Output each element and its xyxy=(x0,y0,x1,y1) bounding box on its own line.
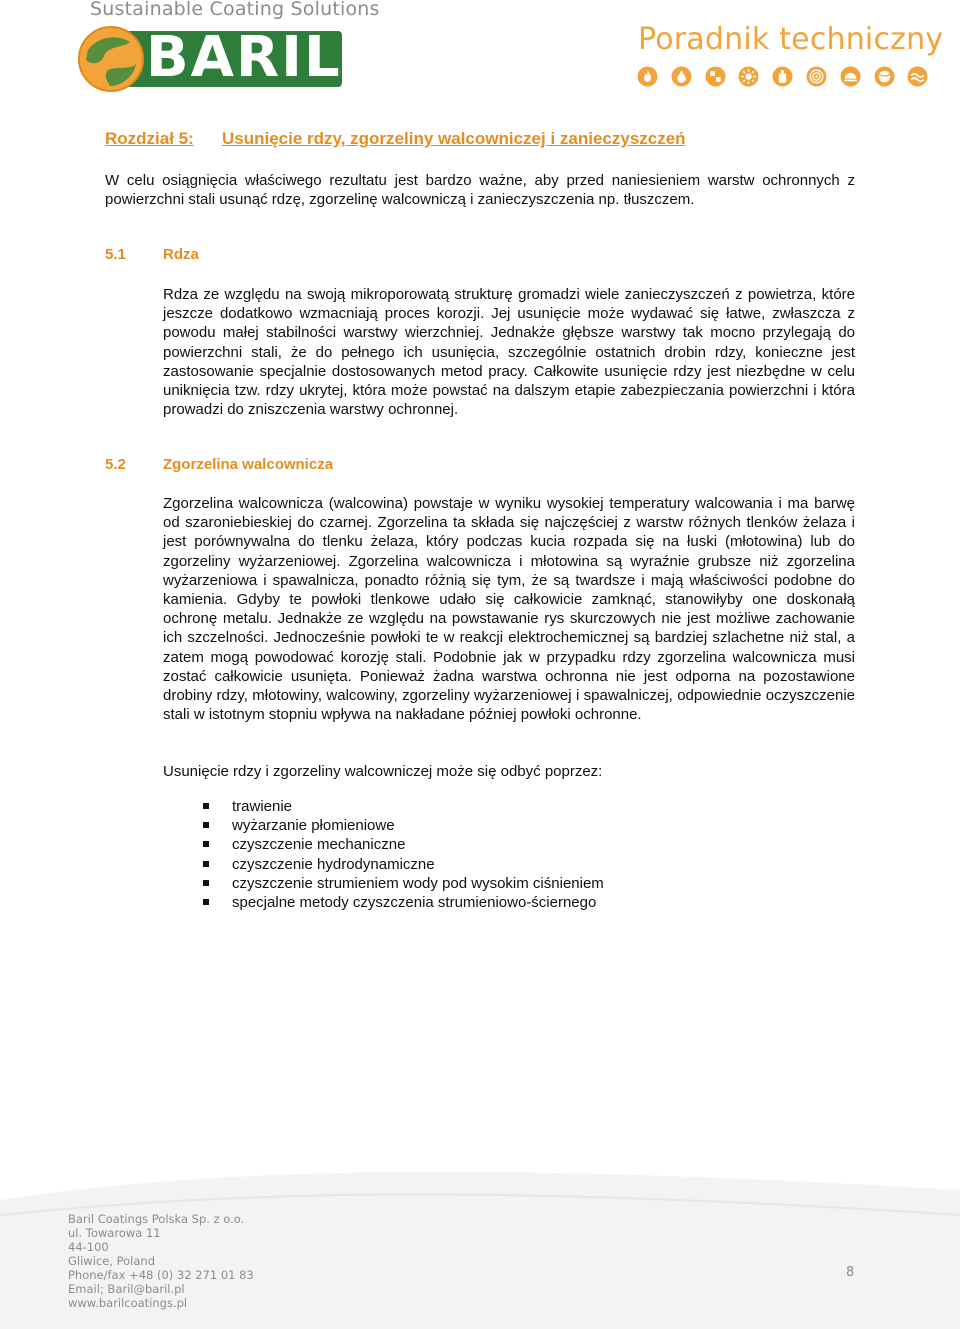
section-number: 5.1 xyxy=(105,246,126,263)
guide-title: Poradnik techniczny xyxy=(638,22,944,57)
list-item: czyszczenie strumieniem wody pod wysokim ciśnieniem xyxy=(163,874,604,893)
dome-icon xyxy=(840,66,861,87)
city: Gliwice, Poland xyxy=(68,1254,156,1268)
intro-paragraph: W celu osiągnięcia właściwego rezultatu jest bardzo ważne, aby przed naniesieniem warstw ochronnych z powierzchni stali usunąć rdzę, zgorzelinę walcowniczą i zanieczyszczenia np. tłuszczem. xyxy=(105,172,855,209)
brand-name: BARIL xyxy=(146,25,342,90)
rust-paragraph: Rdza ze względu na swoją mikroporowatą strukturę gromadzi wiele zanieczyszczeń z powietrza, które jeszcze dodatkowo wzmacniają proces korozji. Jej usunięcie może wydawać się łatwe, zwłaszcza z powodu małej stabilności warstwy wierzchniej. Jednakże głębsze warstwy tak mocno przylegają do powierzchni stali, że do pełnego ich usunięcia, szczególnie ostatnich drobin rdzy, konieczne jest zastosowanie specjalnie dostosowanych metod pracy. Całkowite usunięcie rdzy jest niezbędne w celu uniknięcia tzw. rdzy ukrytej, która może powstać na dalszym etapie zabezpieczania powierzchni i która prowadzi do zniszczenia warstwy ochronnej. xyxy=(163,286,855,419)
chapter-number: Rozdział 5: xyxy=(105,129,194,148)
phone: Phone/fax +48 (0) 32 271 01 83 xyxy=(68,1268,254,1282)
section-heading-mill-scale xyxy=(105,456,333,473)
footer-address xyxy=(68,1212,254,1310)
list-item: czyszczenie hydrodynamiczne xyxy=(163,855,604,874)
section-title: Zgorzelina walcownicza xyxy=(163,456,334,473)
bottle-icon xyxy=(772,66,793,87)
tagline: Sustainable Coating Solutions xyxy=(90,0,380,20)
ball-icon xyxy=(874,66,895,87)
section-title: Rdza xyxy=(163,246,199,263)
wave-icon xyxy=(907,66,928,87)
category-icons xyxy=(637,66,928,87)
drop-icon xyxy=(671,66,692,87)
section-heading-rust xyxy=(105,246,199,263)
target-icon xyxy=(806,66,827,87)
company-name: Baril Coatings Polska Sp. z o.o. xyxy=(68,1212,245,1226)
sun-icon xyxy=(738,66,759,87)
list-item: wyżarzanie płomieniowe xyxy=(163,816,604,835)
mill-scale-paragraph: Zgorzelina walcownicza (walcowina) powstaje w wyniku wysokiej temperatury walcowania i ma barwę od szaroniebieskiej do czarnej. Zgorzelina ta składa się najczęściej z warstw różnych tlenków żelaza i jest porównywalna do tlenku żelaza, który podczas kucia rozpada się na łuski (młotowina) lub do zgorzeliny wyżarzeniowej. Zgorzelina walcownicza i młotowina są wyraźnie grubsze niż zgorzelina wyżarzeniowa i spawalnicza, ponadto różnią się tym, że są twardsze i mają właściwości podobne do kamienia. Gdyby te powłoki tlenkowe udało się całkowicie zamknąć, stanowiłyby one doskonałą ochronę metalu. Jednakże ze względu na powstawanie rys skurczowych nie jest możliwe zachowanie ich szczelności. Jednocześnie powłoki te w reakcji elektrochemicznej są bardziej szlachetne niż stal, a zatem mogą powodować korozję stali. Podobnie jak w przypadku rdzy zgorzelina walcownicza musi zostać całkowicie usunięta. Ponieważ żadna warstwa ochronna nie jest odporna na pozostawione drobiny rdzy, młotowiny, walcowiny, zgorzeliny wyżarzeniowej i spawalniczej, odpowiednie oczyszczenie stali w istotnym stopniu wpływa na nakładane później powłoki ochronne. xyxy=(163,495,855,724)
flame-icon xyxy=(637,66,658,87)
website-link[interactable]: www.barilcoatings.pl xyxy=(68,1296,188,1310)
methods-list xyxy=(163,797,604,912)
methods-intro: Usunięcie rdzy i zgorzeliny walcowniczej może się odbyć poprzez: xyxy=(163,763,603,780)
street: ul. Towarowa 11 xyxy=(68,1226,161,1240)
chapter-heading xyxy=(105,129,686,149)
section-number: 5.2 xyxy=(105,456,126,473)
chapter-title: Usunięcie rdzy, zgorzeliny walcowniczej i zanieczyszczeń xyxy=(222,129,686,148)
email: Email; Baril@baril.pl xyxy=(68,1282,185,1296)
list-item: czyszczenie mechaniczne xyxy=(163,835,604,854)
list-item: specjalne metody czyszczenia strumieniowo-ściernego xyxy=(163,893,604,912)
quadrant-icon xyxy=(705,66,726,87)
postcode: 44-100 xyxy=(68,1240,109,1254)
list-item: trawienie xyxy=(163,797,604,816)
page-number: 8 xyxy=(846,1265,855,1280)
